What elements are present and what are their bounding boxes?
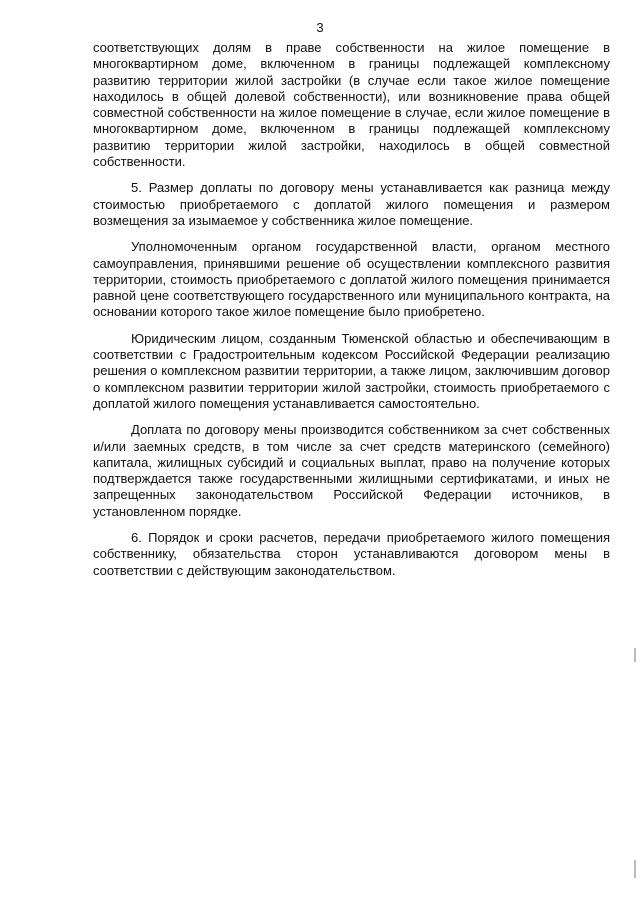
page-number: 3 (316, 20, 324, 35)
paragraph-item-6: 6. Порядок и сроки расчетов, передачи приобретаемого жилого помещения собственнику, обязательства сторон устанавливаются договором мены в соответствии с действующим законодательством. (93, 530, 610, 578)
paragraph-surcharge-payment: Доплата по договору мены производится собственником за счет собственных и/или заемных средств, в том числе за счет средств материнского (семейного) капитала, жилищных субсидий и социальных выплат, право на получение которых подтверждается также государственными жилищными сертификатами, и иных не запрещенных законодательством Российской Федерации источников, в установленном порядке. (93, 422, 610, 519)
paragraph-legal-entity: Юридическим лицом, созданным Тюменской областью и обеспечивающим в соответствии с Градостроительным кодексом Российской Федерации реализацию решения о комплексном развитии территории, а также лицом, заключившим договор о комплексном развитии территории жилой застройки, стоимость приобретаемого с доплатой жилого помещения устанавливается самостоятельно. (93, 330, 610, 411)
paragraph-authorized-body: Уполномоченным органом государственной власти, органом местного самоуправления, принявшими решение об осуществлении комплексного развития территории, стоимость приобретаемого с доплатой жилого помещения принимается равной цене соответствующего государственного или муниципального контракта, на основании которого такое жилое помещение было приобретено. (93, 239, 610, 320)
paragraph-continuation: соответствующих долям в праве собственности на жилое помещение в многоквартирном доме, включенном в границы подлежащей комплексному развитию территории жилой застройки (в случае если такое жилое помещение находилось в общей долевой собственности), или возникновение права общей совместной собственности на жилое помещение в случае, если жилое помещение в многоквартирном доме, включенном в границы подлежащей комплексному развитию территории жилой застройки, находилось в общей совместной собственности. (93, 40, 610, 170)
document-body (93, 40, 610, 589)
scan-edge-mark (634, 648, 636, 662)
paragraph-item-5: 5. Размер доплаты по договору мены устанавливается как разница между стоимостью приобретаемого с доплатой жилого помещения и размером возмещения за изымаемое у собственника жилое помещение. (93, 180, 610, 228)
scan-edge-mark (634, 860, 636, 878)
